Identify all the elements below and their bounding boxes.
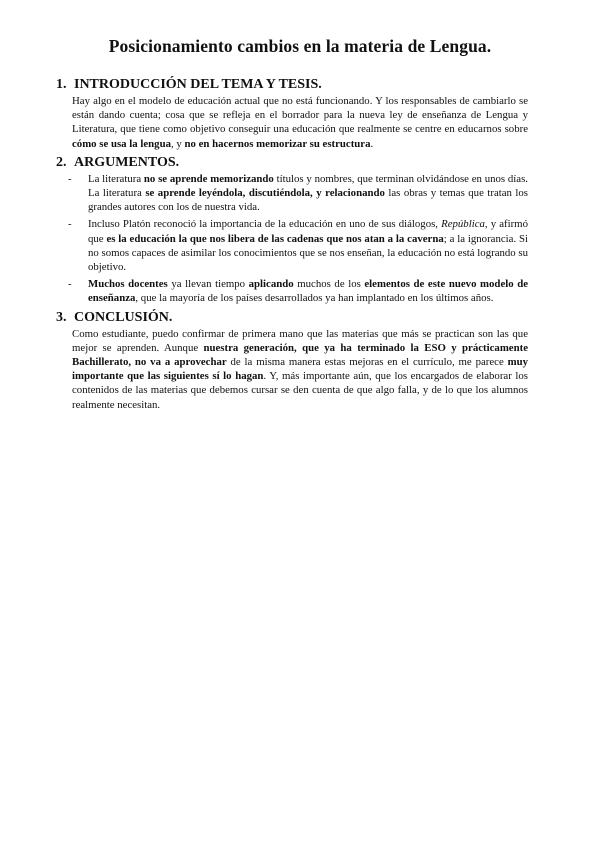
text-run: La literatura xyxy=(88,172,144,185)
text-run: ; a la ignorancia. Si no somos capaces de asimilar los conocimientos que se nos enseñan, la educación no está logrando su objetivo. xyxy=(88,232,529,274)
section-heading xyxy=(56,77,528,93)
section-title: INTRODUCCIÓN DEL TEMA Y TESIS. xyxy=(74,77,322,92)
conclusion-paragraph xyxy=(72,327,528,412)
text-run: , y afirmó que xyxy=(88,218,528,245)
bold-text: cómo se usa la lengua xyxy=(72,137,171,150)
arguments-list xyxy=(68,172,529,306)
bold-text: nuestra generación, que ya ha terminado la ESO y prácticamente Bachillerato, no va a aprovechar xyxy=(72,341,528,369)
text-run: . Y, más importante aún, que los encargados de elaborar los contenidos de las materias que debemos cursar se den cuenta de que algo falla, y de lo que los alumnos realmente necesitan. xyxy=(72,370,529,411)
bold-text: muy importante que las siguientes sí lo hagan xyxy=(72,356,528,383)
section-arguments xyxy=(56,154,529,306)
bold-text: aplicando xyxy=(248,278,294,291)
list-item xyxy=(68,277,529,305)
bold-text: no se aprende memorizando xyxy=(143,172,274,185)
list-item-text xyxy=(88,217,528,274)
section-heading xyxy=(56,155,528,171)
list-item-text xyxy=(88,172,528,215)
section-number: 1. xyxy=(56,77,67,92)
text-run: títulos y nombres, que terminan olvidándose en unos días. La literatura xyxy=(88,172,528,200)
list-item-text xyxy=(88,277,528,305)
bold-text: elementos de este nuevo modelo de enseñanza xyxy=(88,278,529,305)
text-run: las obras y temas que tratan los grandes autores con los de nuestra vida. xyxy=(88,187,529,214)
section-introduction xyxy=(56,77,528,151)
text-run: . xyxy=(370,137,374,150)
text-run: Incluso Platón reconoció la importancia de la educación en uno de sus diálogos, xyxy=(88,218,442,231)
bold-text: no en hacernos memorizar su estructura xyxy=(184,137,371,150)
bold-text: es la educación la que nos libera de las cadenas que nos atan a la caverna xyxy=(106,232,444,245)
bold-text: Muchos docentes xyxy=(88,278,168,291)
section-number: 2. xyxy=(56,154,67,170)
list-dash: - xyxy=(68,218,72,231)
text-run: muchos de los xyxy=(293,278,365,291)
text-run: de la misma manera estas mejoras en el currículo, me parece xyxy=(226,356,508,369)
text-run: Hay algo en el modelo de educación actual que no está funcionando. Y los responsables de cambiarlo se están dando cuenta; cosa que se refleja en el borrador para la nueva ley de enseñanza de Lengua y Literatura, que tiene como objetivo conseguir una educación que realmente se centre en educarnos sobre xyxy=(72,95,528,136)
list-dash: - xyxy=(68,278,72,291)
section-title: CONCLUSIÓN. xyxy=(74,309,173,325)
text-run: , que la mayoría de los países desarrollados ya han implantado en los últimos años. xyxy=(135,292,494,305)
document-title: Posicionamiento cambios en la materia de Lengua. xyxy=(108,36,492,56)
list-item xyxy=(68,217,529,274)
section-heading xyxy=(56,310,528,326)
list-item xyxy=(68,172,529,215)
list-dash: - xyxy=(68,172,72,185)
text-run: ya llevan tiempo xyxy=(167,278,249,291)
bold-text: se aprende leyéndola, discutiéndola, y relacionando xyxy=(145,187,385,200)
section-conclusion xyxy=(56,309,529,412)
text-run: , y xyxy=(170,137,185,150)
introduction-paragraph xyxy=(72,94,528,151)
section-number: 3. xyxy=(56,309,67,325)
italic-text: República xyxy=(441,218,485,231)
text-run: Como estudiante, puedo confirmar de primera mano que las materias que más se practican son las que mejor se aprenden. Aunque xyxy=(72,327,528,354)
section-title: ARGUMENTOS. xyxy=(74,154,180,170)
